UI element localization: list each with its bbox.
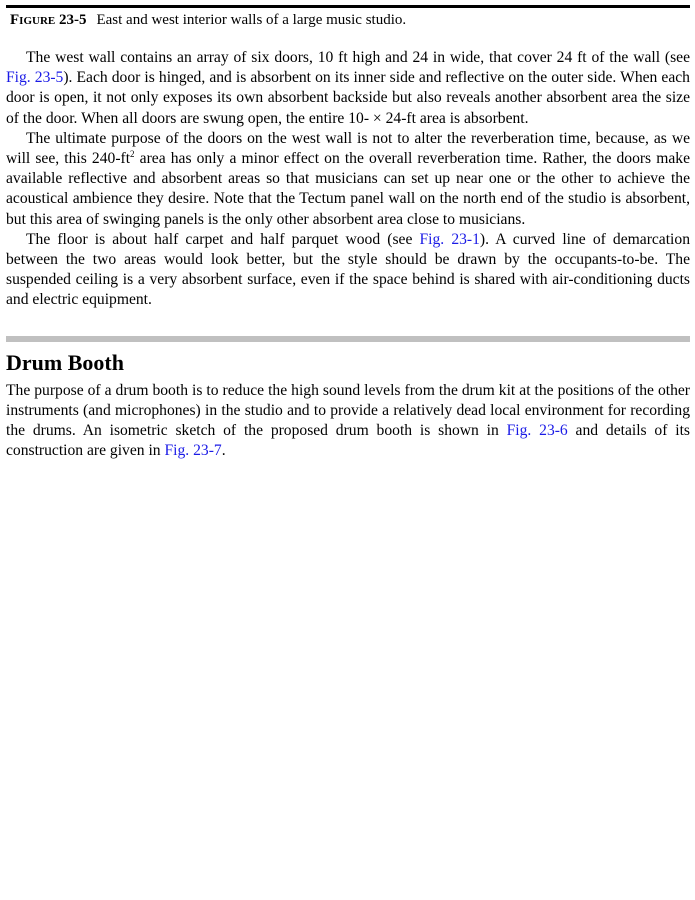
paragraph-drum-booth (6, 381, 690, 461)
figure-caption-text: East and west interior walls of a large music studio. (96, 12, 407, 28)
paragraph-text: ). A curved line of demarcation between the two areas would look better, but the style should be drawn by the occupants-to-be. The suspended ceiling is a very absorbent surface, even if the space behind is shared with air-conditioning ducts and electric equipment. (6, 230, 690, 309)
figure-caption (6, 11, 690, 30)
figure-label: Figure 23-5 (10, 12, 87, 28)
paragraph-text: . (221, 441, 226, 459)
body-text (6, 48, 690, 311)
paragraph-text: area has only a minor effect on the overall reverberation time. Rather, the doors make available reflective and absorbent areas so that musicians can set up near one or the other to achieve the acoustical ambience they desire. Note that the Tectum panel wall on the north end of the studio is absorbent, but this area of swinging panels is the only other absorbent area close to musicians. (6, 150, 691, 228)
section-heading: Drum Booth (6, 349, 124, 375)
paragraph-text: ). Each door is hinged, and is absorbent on its inner side and reflective on the outer side. When each door is open, it not only exposes its own absorbent backside but also reveals another absorbent area the size of the door. When all doors are swung open, the entire 10- × 24-ft area is absorbent. (6, 69, 690, 127)
superscript: 2 (130, 149, 135, 160)
paragraph-floor (6, 230, 690, 311)
page (6, 0, 690, 461)
fig-23-6-link[interactable]: Fig. 23-6 (506, 421, 568, 439)
paragraph-text: The purpose of a drum booth is to reduce the high sound levels from the drum kit at the positions of the other instruments (and microphones) in the studio and to provide a relatively dead local environment for recording the drums. An isometric sketch of the proposed drum booth is shown in (6, 381, 690, 439)
section-body (6, 381, 690, 461)
paragraph-text: The floor is about half carpet and half parquet wood (see (26, 230, 420, 248)
paragraph-purpose (6, 129, 690, 230)
paragraph-text: and details of its construction are given in (6, 421, 690, 459)
paragraph-text: The ultimate purpose of the doors on the west wall is not to alter the reverberation time, because, as we will see, this 240-ft (6, 129, 690, 168)
paragraph-west-wall (6, 48, 690, 129)
section-divider (6, 336, 690, 342)
fig-23-1-link[interactable]: Fig. 23-1 (419, 230, 480, 248)
top-rule (6, 5, 690, 8)
paragraph-text: The west wall contains an array of six doors, 10 ft high and 24 in wide, that cover 24 ft of the wall (see (26, 49, 690, 66)
fig-23-5-link[interactable]: Fig. 23-5 (6, 69, 64, 87)
fig-23-7-link[interactable]: Fig. 23-7 (164, 441, 222, 459)
